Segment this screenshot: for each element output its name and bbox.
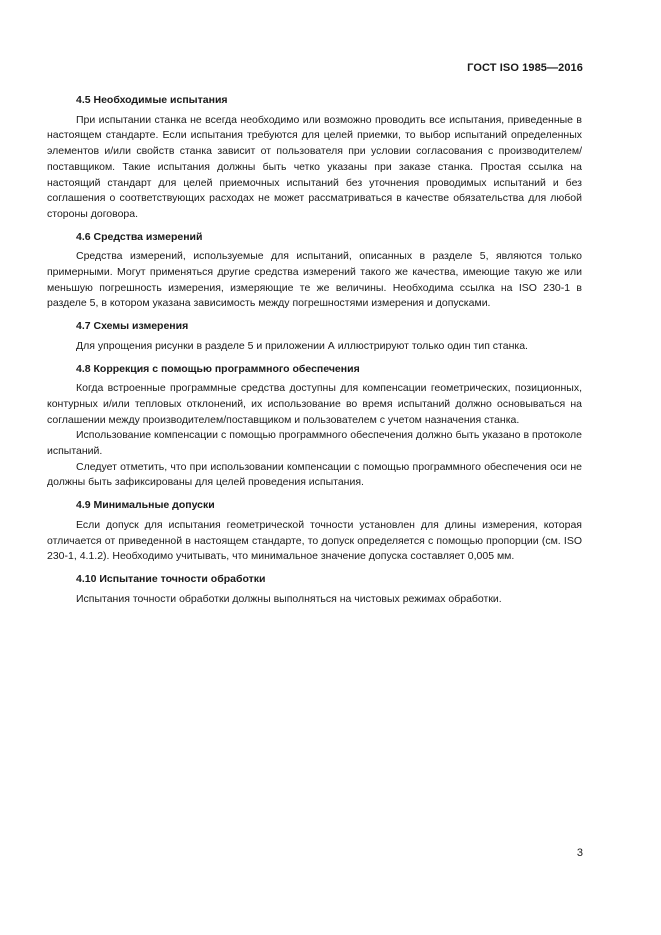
paragraph: Для упрощения рисунки в разделе 5 и приложении А иллюстрируют только один тип станка. [76,339,528,352]
section-heading: 4.8 Коррекция с помощью программного обеспечения [76,362,360,375]
paragraph: Использование компенсации с помощью программного обеспечения должно быть указано в протоколе испытаний. [47,429,582,458]
section-4-6 [47,230,582,313]
paragraph: При испытании станка не всегда необходимо или возможно проводить все испытания, приведенные в настоящем стандарте. Если испытания требуются для целей приемки, то выбор испытаний определенных элементов и/или свойств станка зависит от пользователя при условии согласования с производителем/поставщиком. Такие испытания должны быть четко указаны при заказе станка. Простая ссылка на настоящий стандарт для целей приемочных испытаний без уточнения проводимых испытаний и без соглашения о соответствующих расходах не может рассматриваться в качестве обязательства для любой стороны договора. [47,113,582,220]
paragraph: Когда встроенные программные средства доступны для компенсации геометрических, позиционных, контурных и/или тепловых отклонений, их использование во время испытаний должно основываться на соглашении между производителем/поставщиком и пользователем с учетом назначения станка. [47,382,582,426]
section-4-10 [47,572,582,607]
section-4-7 [47,319,582,354]
section-4-9 [47,498,582,565]
section-heading: 4.7 Схемы измерения [76,320,189,333]
standard-header: ГОСТ ISO 1985—2016 [467,62,583,74]
section-heading: 4.6 Средства измерений [76,230,203,243]
paragraph: Следует отметить, что при использовании компенсации с помощью программного обеспечения оси не должны быть зафиксированы для целей проведения испытания. [47,460,582,489]
section-4-5 [47,93,582,223]
page-number: 3 [576,847,583,859]
document-body [47,93,582,614]
paragraph: Средства измерений, используемые для испытаний, описанных в разделе 5, являются только примерными. Могут применяться другие средства измерений такого же качества, имеющие такую же или меньшую погрешность измерения, измеряющие те же величины. Необходима ссылка на ISO 230-1 в разделе 5, в котором указана зависимость между погрешностями измерения и допусками. [47,250,582,310]
paragraph: Испытания точности обработки должны выполняться на чистовых режимах обработки. [76,592,502,605]
paragraph: Если допуск для испытания геометрической точности установлен для длины измерения, которая отличается от приведенной в настоящем стандарте, то допуск определяется с помощью пропорции (см. ISO 230-1, 4.1.2). Необходимо учитывать, что минимальное значение допуска составляет 0,005 мм. [47,518,582,563]
section-heading: 4.9 Минимальные допуски [76,499,215,512]
section-heading: 4.5 Необходимые испытания [76,94,228,106]
section-4-8 [47,362,582,492]
section-heading: 4.10 Испытание точности обработки [76,572,266,585]
